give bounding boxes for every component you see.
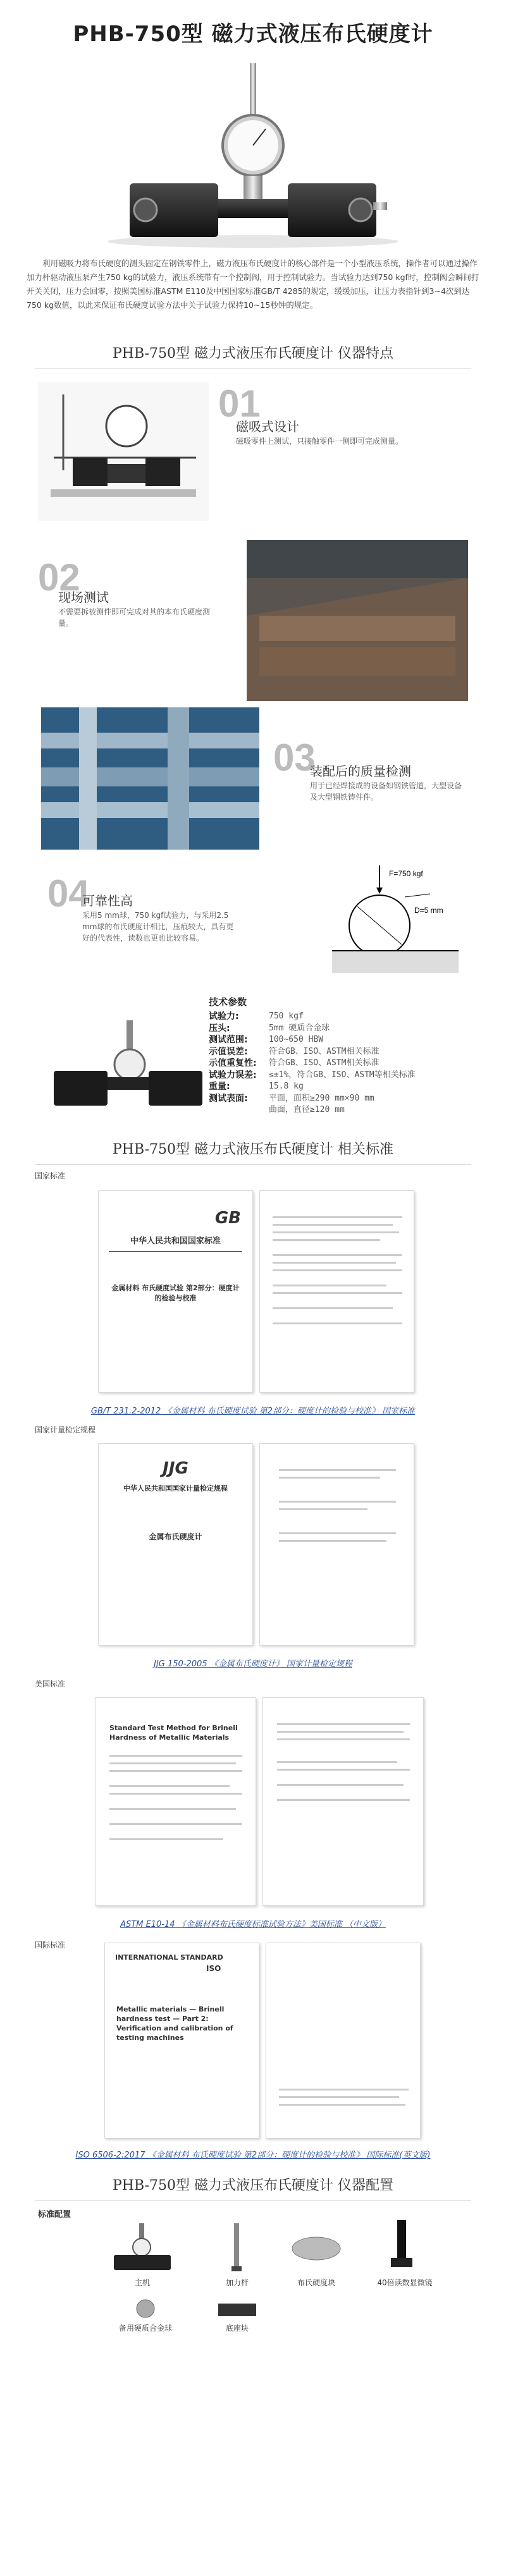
iso-standard-docs xyxy=(0,1943,506,2167)
params-title: 技术参数 xyxy=(209,996,247,1008)
param-row xyxy=(209,1034,416,1046)
force-label: F=750 kgf xyxy=(389,869,423,878)
feature-02 xyxy=(0,540,506,707)
standard-caption[interactable]: ISO 6506-2:2017 《金属材料 布氏硬度试验 第2部分：硬度计的检验与校准》 国际标准(英文版) xyxy=(75,2151,431,2160)
param-value: 平面，面积≥290 mm×90 mm xyxy=(269,1093,374,1103)
feature-description: 磁吸零件上测试，只接触零件一侧即可完成测量。 xyxy=(236,437,404,446)
params-table xyxy=(209,995,416,1116)
site-testing-photo xyxy=(247,540,468,701)
text-lines xyxy=(263,1698,424,1907)
hero-product-image xyxy=(0,63,506,253)
doc-org: INTERNATIONAL STANDARD xyxy=(115,1953,223,1962)
doc-title: 金属布氏硬度计 xyxy=(149,1532,202,1541)
doc-logo: GB xyxy=(214,1209,241,1228)
accessories-section xyxy=(0,2201,506,2343)
product-side-image xyxy=(44,1020,212,1112)
doc-logo: ISO xyxy=(206,1964,221,1973)
param-row xyxy=(209,1070,416,1082)
param-row xyxy=(209,1081,416,1093)
param-key: 试验力误差: xyxy=(209,1070,257,1080)
param-key: 试验力: xyxy=(209,1011,239,1022)
feature-04 xyxy=(0,856,506,982)
param-key: 测试表面: xyxy=(209,1093,248,1104)
feature-01 xyxy=(0,369,506,540)
pipeline-photo xyxy=(41,707,259,850)
main-unit-icon xyxy=(108,2223,177,2274)
feature-number: 03 xyxy=(273,736,316,779)
param-value: 符合GB、ISO、ASTM相关标准 xyxy=(269,1058,379,1068)
params-section xyxy=(0,982,506,1131)
param-key: 示值重复性: xyxy=(209,1058,257,1068)
feature-03 xyxy=(0,707,506,856)
standards-title: PHB-750型 磁力式液压布氏硬度计 相关标准 xyxy=(113,1142,393,1157)
param-key: 示值误差: xyxy=(209,1046,248,1057)
accessory-label: 布氏硬度块 xyxy=(297,2278,335,2287)
text-lines xyxy=(260,1444,415,1646)
hardness-tester-illustration xyxy=(0,63,506,253)
standard-page xyxy=(266,1943,421,2139)
feature-heading: 磁吸式设计 xyxy=(236,419,299,434)
standard-page xyxy=(262,1697,424,1906)
param-value: 5mm 硬质合金球 xyxy=(269,1023,330,1033)
feature-description: 不需要拆被测件即可完成对其的本布氏硬度测量。 xyxy=(58,607,211,628)
indentation-diagram xyxy=(319,862,471,976)
param-key: 压头: xyxy=(209,1023,230,1034)
intro-paragraph: 利用磁吸力将布氏硬度的测头固定在钢铁零件上，磁力液压布氏硬度计的核心部件是一个小型液压系统，操作者可以通过操作加力杆驱动液压泵产生750 kg的试验力，液压系统带有一个控制阀，用于控制试验力。当试验力达到750 kgf时，控制阀会瞬间打开关关闭，压力会回零，按照美国标准ASTM E110及中国国家标准GB/T 4285的规定，缓缓加压，让压力表指针到3~4次到达750 kg数值，以此来保证布氏硬度试验方法中关于试验力保持10~15秒钟的规定。 xyxy=(27,259,479,310)
standard-group-label: 国家标准 xyxy=(35,1171,66,1180)
text-lines xyxy=(96,1742,257,1894)
feature-heading: 可靠性高 xyxy=(82,893,133,908)
standard-page xyxy=(259,1190,414,1393)
doc-org: 中华人民共和国国家计量检定规程 xyxy=(123,1484,228,1492)
standard-group-label: 国际标准 xyxy=(35,1941,66,1950)
doc-title: Metallic materials — Brinell hardness test — Part 2: Verification and calibration of testing machines xyxy=(116,2005,233,2042)
standard-cover xyxy=(104,1943,259,2139)
accessory-label: 加力杆 xyxy=(225,2278,249,2287)
magnetic-design-image xyxy=(38,382,209,521)
doc-org: 中华人民共和国国家标准 xyxy=(130,1236,221,1246)
accessories-label: 标准配置 xyxy=(38,2210,71,2219)
feature-number: 04 xyxy=(47,872,90,915)
test-block-icon xyxy=(288,2230,345,2268)
param-key: 重量: xyxy=(209,1082,230,1092)
standard-caption[interactable]: GB/T 231.2-2012 《金属材料 布氏硬度试验 第2部分：硬度计的检验与校准》 国家标准 xyxy=(90,1407,416,1416)
accessory-label: 底座块 xyxy=(225,2324,249,2333)
standard-group-label: 国家计量检定规程 xyxy=(35,1425,96,1434)
param-value: ≤±1%，符合GB、ISO、ASTM等相关标准 xyxy=(269,1070,416,1080)
features-title: PHB-750型 磁力式液压布氏硬度计 仪器特点 xyxy=(113,346,393,362)
param-row xyxy=(209,1046,416,1058)
standard-group-label: 美国标准 xyxy=(35,1680,66,1688)
feature-heading: 现场测试 xyxy=(58,590,109,605)
base-block-icon xyxy=(212,2296,262,2321)
standard-cover xyxy=(98,1190,253,1393)
param-value: 符合GB、ISO、ASTM相关标准 xyxy=(269,1046,379,1056)
doc-title: 金属材料 布氏硬度试验 第2部分：硬度计的检验与校准 xyxy=(111,1284,240,1302)
feature-number: 02 xyxy=(38,556,80,599)
lever-icon xyxy=(209,2223,266,2274)
microscope-icon xyxy=(379,2220,424,2274)
page-header xyxy=(0,0,506,63)
feature-number: 01 xyxy=(218,382,261,425)
accessory-label: 40倍读数显微镜 xyxy=(377,2278,433,2287)
param-value: 100~650 HBW xyxy=(269,1035,324,1044)
feature-description: 采用5 mm球，750 kgf试验力，与采用2.5 mm球的布氏硬度计相比，压痕较大，具有更好的代表性，读数也更也比较容易。 xyxy=(82,911,234,943)
param-row xyxy=(209,1011,416,1023)
spare-ball-icon xyxy=(126,2296,164,2321)
feature-description: 用于已经焊接成的设备如钢铁管道，大型设备及大型钢铁铸件件。 xyxy=(310,781,462,802)
param-value: 曲面，直径≥120 mm xyxy=(269,1105,345,1114)
feature-heading: 装配后的质量检测 xyxy=(310,764,411,779)
doc-title: Standard Test Method for Brinell Hardness of Metallic Materials xyxy=(109,1724,238,1742)
param-row xyxy=(209,1058,416,1070)
page-title: PHB-750型 磁力式液压布氏硬度计 xyxy=(73,21,433,47)
standard-caption[interactable]: ASTM E10-14 《金属材料布氏硬度标准试验方法》美国标准 （中文版） xyxy=(120,1920,386,1929)
param-key: 测试范围: xyxy=(209,1035,248,1045)
param-value: 15.8 kg xyxy=(269,1082,304,1091)
ball-label: D=5 mm xyxy=(414,906,443,915)
accessories-title: PHB-750型 磁力式液压布氏硬度计 仪器配置 xyxy=(113,2178,393,2194)
standard-cover xyxy=(95,1697,256,1906)
text-lines xyxy=(260,1191,415,1393)
param-row xyxy=(209,1093,416,1105)
accessory-label: 备用硬质合金球 xyxy=(118,2324,172,2333)
param-row xyxy=(209,1023,416,1035)
standard-cover xyxy=(98,1443,253,1645)
param-row xyxy=(209,1104,416,1116)
accessory-label: 主机 xyxy=(134,2278,150,2287)
text-lines xyxy=(266,1943,421,2139)
param-value: 750 kgf xyxy=(269,1011,304,1021)
standard-page xyxy=(259,1443,414,1645)
param-key xyxy=(209,1104,269,1116)
doc-logo: JJG xyxy=(163,1459,188,1478)
standard-caption[interactable]: JJG 150-2005 《金属布氏硬度计》 国家计量检定规程 xyxy=(154,1659,352,1669)
